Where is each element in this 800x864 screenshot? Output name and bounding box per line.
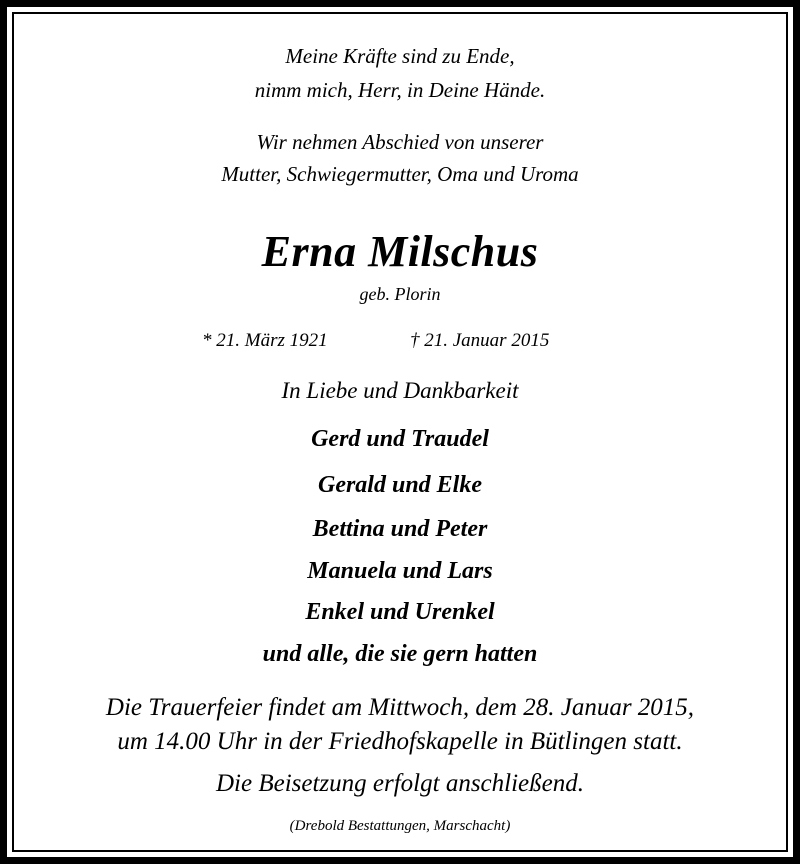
family-member: Manuela und Lars [307,558,493,584]
dedication: In Liebe und Dankbarkeit [281,378,519,403]
verse-line-1: Meine Kräfte sind zu Ende, [285,44,515,68]
family-member: Gerald und Elke [317,472,482,498]
death-date: † 21. Januar 2015 [410,330,550,351]
deceased-name: Erna Milschus [261,227,539,276]
family-member: Gerd und Traudel [311,426,489,452]
obituary-notice [14,14,786,850]
intro-line-1: Wir nehmen Abschied von unserer [256,130,544,154]
undertaker: (Drebold Bestattungen, Marschacht) [289,818,511,834]
maiden-name: geb. Plorin [359,284,441,304]
service-line-2: um 14.00 Uhr in der Friedhofskapelle in Bütlingen statt. [117,728,683,755]
family-member: Bettina und Peter [312,516,488,542]
service-line-1: Die Trauerfeier findet am Mittwoch, dem 28. Januar 2015, [105,694,695,721]
family-member: und alle, die sie gern hatten [262,641,538,667]
service-line-3: Die Beisetzung erfolgt anschließend. [216,770,584,797]
family-member: Enkel und Urenkel [305,599,495,625]
verse-line-2: nimm mich, Herr, in Deine Hände. [254,78,546,102]
life-dates [14,330,786,356]
intro-line-2: Mutter, Schwiegermutter, Oma und Uroma [221,162,579,186]
birth-date: * 21. März 1921 [202,330,328,351]
